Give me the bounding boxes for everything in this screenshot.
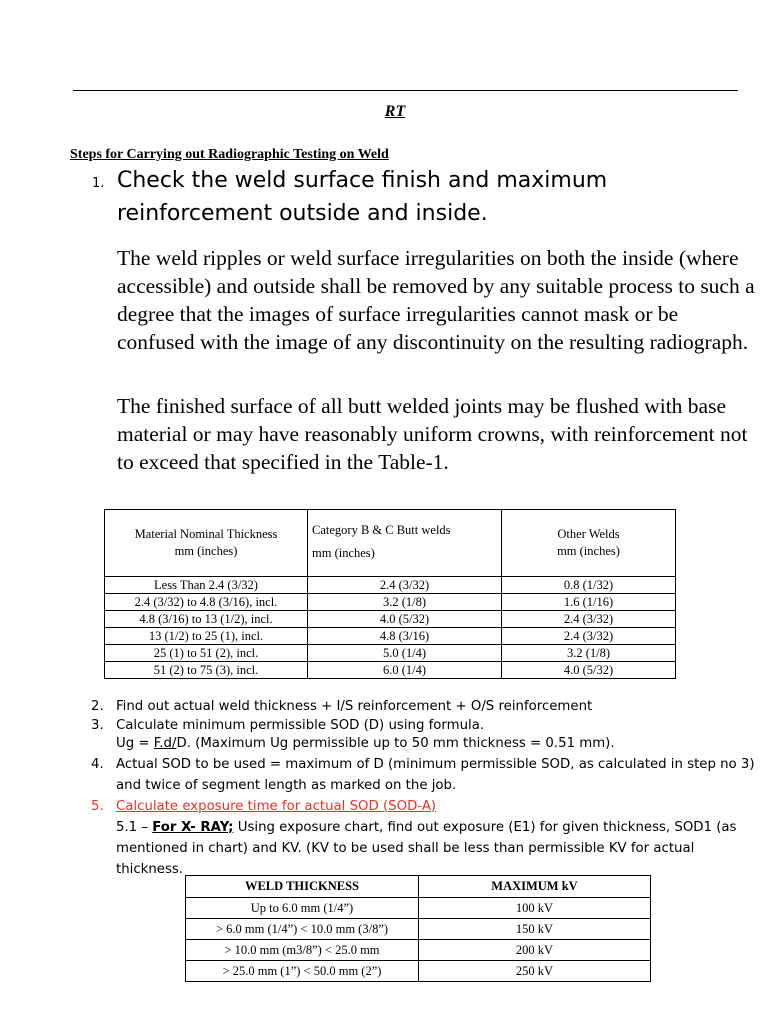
reinforcement-table bbox=[104, 509, 676, 679]
table1-header-other-line2: mm (inches) bbox=[557, 544, 620, 558]
table-row bbox=[186, 961, 651, 982]
table1-header-thickness bbox=[105, 510, 308, 577]
weld-ripples-paragraph: The weld ripples or weld surface irregularities on both the inside (where accessible) and outside shall be removed by any suitable process to such a degree that the images of surface irregularities cannot mask or be confused with the image of any discontinuity on the resulting radiograph. bbox=[117, 246, 755, 354]
table-cell: 100 kV bbox=[419, 898, 651, 919]
table-cell: 3.2 (1/8) bbox=[502, 645, 676, 662]
table-cell: 2.4 (3/32) bbox=[308, 577, 502, 594]
step-5-1-prefix: 5.1 – bbox=[116, 819, 153, 835]
step-2-number: 2. bbox=[91, 699, 104, 714]
step-4-number: 4. bbox=[91, 756, 104, 772]
step-5-number: 5. bbox=[91, 798, 104, 814]
table-cell: 6.0 (1/4) bbox=[308, 662, 502, 679]
table-cell: 150 kV bbox=[419, 919, 651, 940]
max-kv-table bbox=[185, 875, 651, 982]
table-row bbox=[105, 645, 676, 662]
table-cell: Up to 6.0 mm (1/4”) bbox=[186, 898, 419, 919]
table1-header-other-line1: Other Welds bbox=[557, 527, 620, 541]
table1-header-thickness-line1: Material Nominal Thickness bbox=[134, 527, 278, 541]
table-cell: 1.6 (1/16) bbox=[502, 594, 676, 611]
table1-header-other-welds bbox=[502, 510, 676, 577]
step-3 bbox=[91, 717, 761, 754]
table1-header-category-line2: mm (inches) bbox=[312, 546, 375, 560]
table-row bbox=[186, 919, 651, 940]
table-cell: 4.8 (3/16) bbox=[308, 628, 502, 645]
step-3-formula-prefix: Ug = bbox=[116, 736, 154, 751]
table1-header-thickness-line2: mm (inches) bbox=[174, 544, 238, 558]
table-cell: 250 kV bbox=[419, 961, 651, 982]
table-cell: > 6.0 mm (1/4”) < 10.0 mm (3/8”) bbox=[186, 919, 419, 940]
step-5 bbox=[91, 796, 761, 880]
step-1-number: 1. bbox=[92, 176, 105, 191]
table-row bbox=[105, 611, 676, 628]
step-4-text: Actual SOD to be used = maximum of D (minimum permissible SOD, as calculated in step no 3) and twice of segment length as marked on the job. bbox=[116, 756, 755, 793]
step-3-formula-suffix: D. (Maximum Ug permissible up to 50 mm thickness = 0.51 mm). bbox=[176, 736, 615, 751]
table-cell: 13 (1/2) to 25 (1), incl. bbox=[105, 628, 308, 645]
steps-list bbox=[91, 698, 761, 880]
table-cell: > 25.0 mm (1”) < 50.0 mm (2”) bbox=[186, 961, 419, 982]
table-row bbox=[186, 940, 651, 961]
step-4 bbox=[91, 754, 761, 796]
table-cell: 4.0 (5/32) bbox=[308, 611, 502, 628]
table-row bbox=[105, 594, 676, 611]
table-cell: 4.8 (3/16) to 13 (1/2), incl. bbox=[105, 611, 308, 628]
table-row bbox=[105, 628, 676, 645]
table-cell: 2.4 (3/32) bbox=[502, 611, 676, 628]
table-cell: 3.2 (1/8) bbox=[308, 594, 502, 611]
table-cell: Less Than 2.4 (3/32) bbox=[105, 577, 308, 594]
table-cell: 25 (1) to 51 (2), incl. bbox=[105, 645, 308, 662]
step-2-text: Find out actual weld thickness + I/S reinforcement + O/S reinforcement bbox=[116, 699, 593, 714]
section-heading: Steps for Carrying out Radiographic Testing on Weld bbox=[70, 147, 389, 162]
table1-header-category-line1: Category B & C Butt welds bbox=[312, 523, 451, 537]
table1-header-category-bc bbox=[308, 510, 502, 577]
table-cell: 51 (2) to 75 (3), incl. bbox=[105, 662, 308, 679]
table-row bbox=[105, 662, 676, 679]
step-5-1-text: Using exposure chart, find out exposure (E1) for given thickness, SOD1 (as mentioned in chart) and KV. (KV to be used shall be less than permissible KV for actual thickness. bbox=[116, 819, 737, 877]
table-cell: 200 kV bbox=[419, 940, 651, 961]
document-title: RT bbox=[384, 103, 406, 120]
finished-surface-paragraph: The finished surface of all butt welded joints may be flushed with base material or may have reasonably uniform crowns, with reinforcement not to exceed that specified in the Table-1. bbox=[117, 394, 748, 474]
step-1-heading: Check the weld surface finish and maximum reinforcement outside and inside. bbox=[117, 168, 608, 226]
table-cell: 4.0 (5/32) bbox=[502, 662, 676, 679]
step-3-number: 3. bbox=[91, 717, 104, 733]
table-cell: 2.4 (3/32) to 4.8 (3/16), incl. bbox=[105, 594, 308, 611]
step-5-1-bold-label: For X- RAY; bbox=[152, 819, 234, 835]
step-3-text: Calculate minimum permissible SOD (D) using formula. bbox=[116, 717, 485, 733]
table-cell: > 10.0 mm (m3/8”) < 25.0 mm bbox=[186, 940, 419, 961]
step-2 bbox=[91, 698, 761, 717]
top-horizontal-rule bbox=[73, 90, 738, 91]
step-5-text: Calculate exposure time for actual SOD (SOD-A) bbox=[116, 798, 437, 814]
table-cell: 5.0 (1/4) bbox=[308, 645, 502, 662]
table-row bbox=[186, 898, 651, 919]
table-row bbox=[105, 577, 676, 594]
table-cell: 2.4 (3/32) bbox=[502, 628, 676, 645]
step-3-formula-underlined: F.d/ bbox=[153, 736, 177, 751]
table-cell: 0.8 (1/32) bbox=[502, 577, 676, 594]
table2-header-weld-thickness: WELD THICKNESS bbox=[186, 876, 419, 898]
table2-header-maximum-kv: MAXIMUM kV bbox=[419, 876, 651, 898]
